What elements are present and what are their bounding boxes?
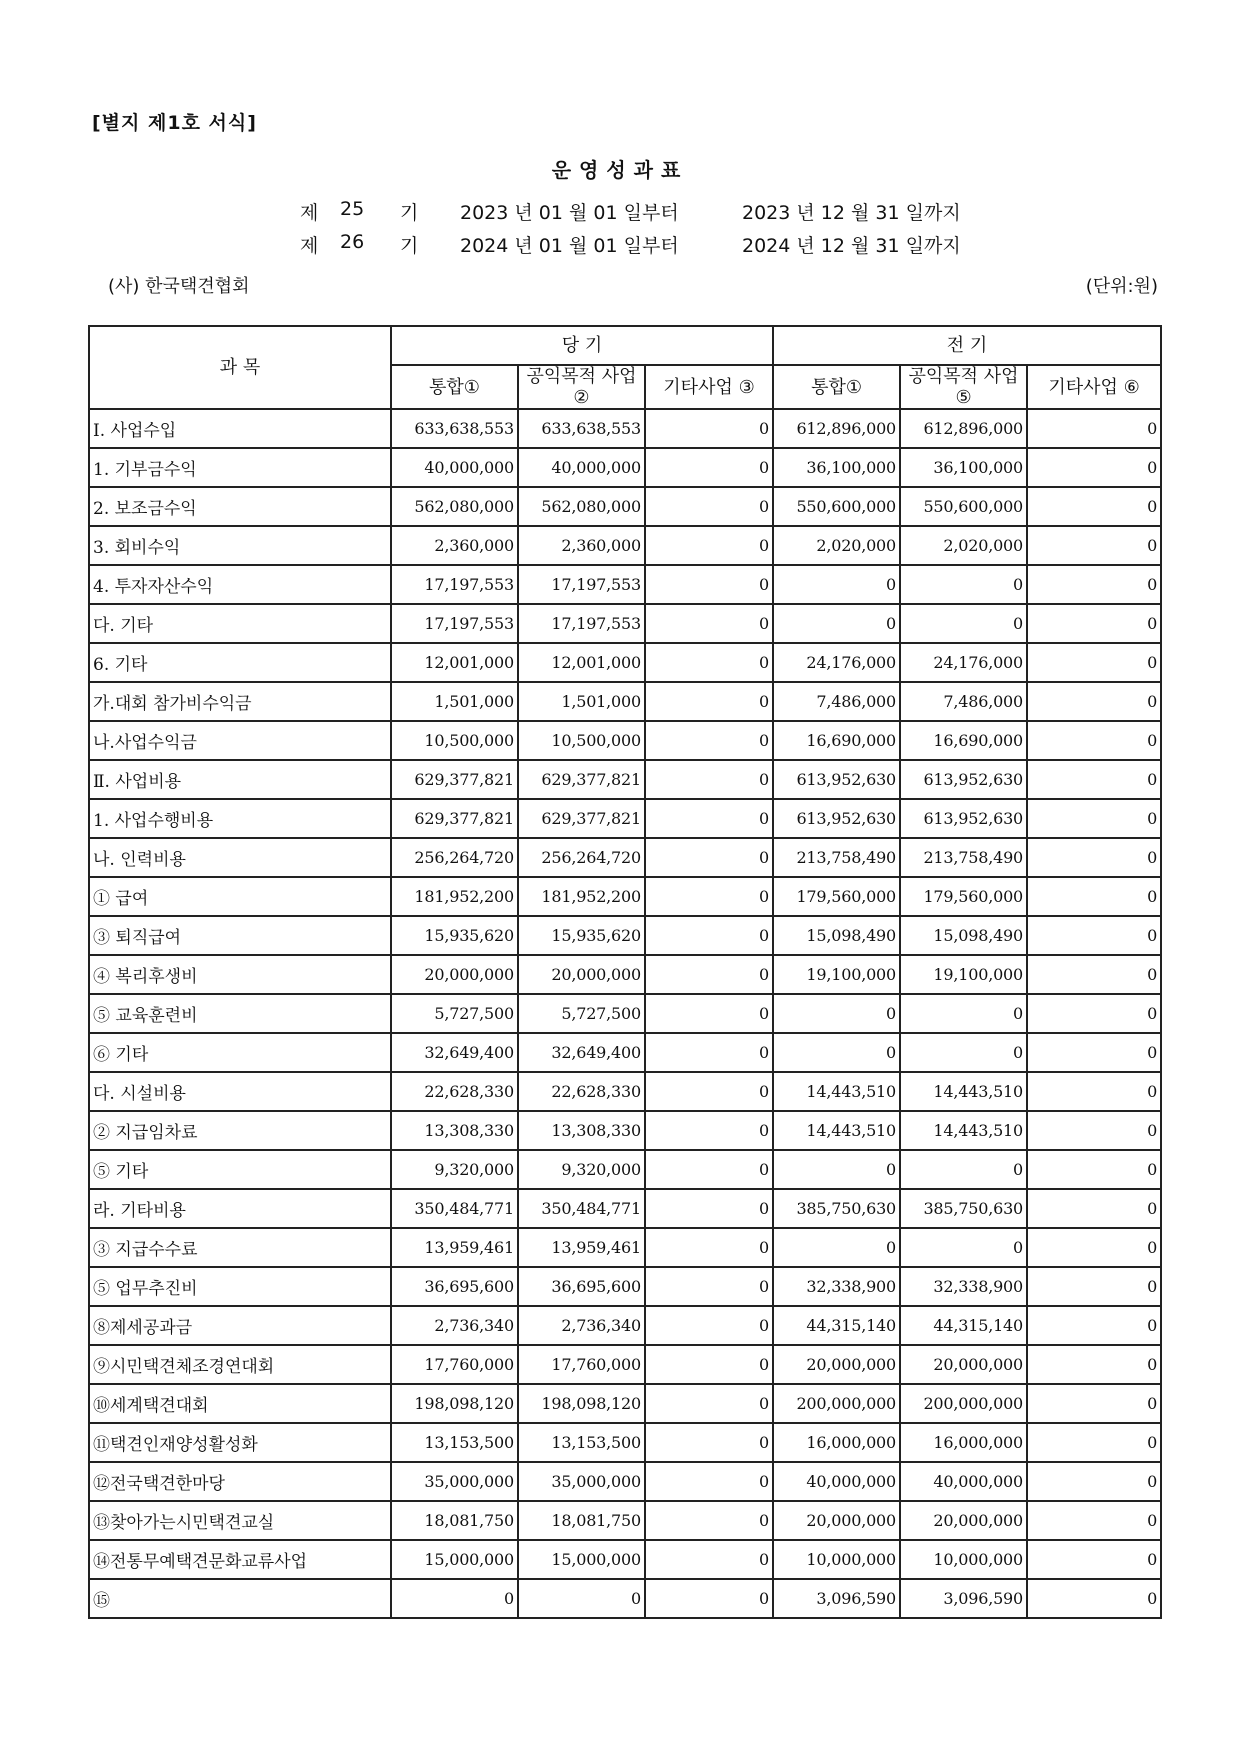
row-label: Ⅱ. 사업비용 <box>89 760 391 799</box>
amount-cell: 0 <box>1027 994 1161 1033</box>
column-header: 통합① <box>391 365 518 409</box>
amount-cell: 17,760,000 <box>391 1345 518 1384</box>
table-row <box>89 1150 1161 1189</box>
unit-label: (단위:원) <box>1085 276 1158 297</box>
amount-cell: 0 <box>900 1228 1027 1267</box>
amount-cell: 0 <box>645 1462 773 1501</box>
amount-cell: 0 <box>1027 526 1161 565</box>
amount-cell: 0 <box>773 994 900 1033</box>
row-label: ⑫전국택견한마당 <box>89 1462 391 1501</box>
row-label: ⑬찾아가는시민택견교실 <box>89 1501 391 1540</box>
row-label: 나. 인력비용 <box>89 838 391 877</box>
amount-cell: 17,760,000 <box>518 1345 645 1384</box>
amount-cell: 0 <box>645 877 773 916</box>
amount-cell: 17,197,553 <box>518 565 645 604</box>
amount-cell: 0 <box>645 1540 773 1579</box>
amount-cell: 2,360,000 <box>391 526 518 565</box>
row-label: 다. 시설비용 <box>89 1072 391 1111</box>
table-row <box>89 1384 1161 1423</box>
amount-cell: 2,020,000 <box>900 526 1027 565</box>
period-line <box>300 231 1002 258</box>
row-label: 2. 보조금수익 <box>89 487 391 526</box>
amount-cell: 44,315,140 <box>773 1306 900 1345</box>
amount-cell: 0 <box>773 565 900 604</box>
amount-cell: 198,098,120 <box>391 1384 518 1423</box>
amount-cell: 213,758,490 <box>773 838 900 877</box>
amount-cell: 12,001,000 <box>518 643 645 682</box>
table-row <box>89 1267 1161 1306</box>
row-label: ⑩세계택견대회 <box>89 1384 391 1423</box>
amount-cell: 0 <box>1027 682 1161 721</box>
amount-cell: 2,360,000 <box>518 526 645 565</box>
amount-cell: 17,197,553 <box>518 604 645 643</box>
amount-cell: 16,000,000 <box>900 1423 1027 1462</box>
table-row <box>89 1540 1161 1579</box>
amount-cell: 200,000,000 <box>773 1384 900 1423</box>
amount-cell: 0 <box>1027 448 1161 487</box>
amount-cell: 0 <box>1027 1189 1161 1228</box>
amount-cell: 562,080,000 <box>518 487 645 526</box>
amount-cell: 0 <box>645 565 773 604</box>
row-label: 나.사업수익금 <box>89 721 391 760</box>
row-label: 4. 투자자산수익 <box>89 565 391 604</box>
amount-cell: 0 <box>645 994 773 1033</box>
amount-cell: 213,758,490 <box>900 838 1027 877</box>
amount-cell: 20,000,000 <box>391 955 518 994</box>
amount-cell: 0 <box>1027 1384 1161 1423</box>
amount-cell: 633,638,553 <box>391 409 518 448</box>
column-header: 공익목적 사업② <box>518 365 645 409</box>
amount-cell: 0 <box>645 1345 773 1384</box>
row-label: 다. 기타 <box>89 604 391 643</box>
amount-cell: 13,308,330 <box>518 1111 645 1150</box>
previous-period-header: 전 기 <box>773 326 1161 365</box>
amount-cell: 2,736,340 <box>518 1306 645 1345</box>
row-label: 라. 기타비용 <box>89 1189 391 1228</box>
period-start: 2023 년 01 월 01 일부터 <box>460 202 679 224</box>
amount-cell: 0 <box>1027 799 1161 838</box>
table-row <box>89 1033 1161 1072</box>
period-prefix: 제 <box>300 202 319 224</box>
amount-cell: 200,000,000 <box>900 1384 1027 1423</box>
column-header: 통합① <box>773 365 900 409</box>
amount-cell: 44,315,140 <box>900 1306 1027 1345</box>
table-row <box>89 1306 1161 1345</box>
row-label: 6. 기타 <box>89 643 391 682</box>
amount-cell: 0 <box>900 604 1027 643</box>
amount-cell: 0 <box>645 1033 773 1072</box>
amount-cell: 13,959,461 <box>391 1228 518 1267</box>
amount-cell: 0 <box>1027 1267 1161 1306</box>
amount-cell: 2,736,340 <box>391 1306 518 1345</box>
table-row <box>89 760 1161 799</box>
table-row <box>89 799 1161 838</box>
amount-cell: 5,727,500 <box>391 994 518 1033</box>
amount-cell: 0 <box>1027 1228 1161 1267</box>
amount-cell: 198,098,120 <box>518 1384 645 1423</box>
amount-cell: 16,000,000 <box>773 1423 900 1462</box>
amount-cell: 22,628,330 <box>518 1072 645 1111</box>
table-row <box>89 1228 1161 1267</box>
amount-cell: 0 <box>900 1150 1027 1189</box>
amount-cell: 0 <box>1027 1423 1161 1462</box>
amount-cell: 0 <box>645 1384 773 1423</box>
amount-cell: 24,176,000 <box>900 643 1027 682</box>
current-period-header: 당 기 <box>391 326 773 365</box>
amount-cell: 15,098,490 <box>900 916 1027 955</box>
amount-cell: 633,638,553 <box>518 409 645 448</box>
amount-cell: 0 <box>1027 565 1161 604</box>
amount-cell: 385,750,630 <box>773 1189 900 1228</box>
amount-cell: 20,000,000 <box>900 1501 1027 1540</box>
operating-results-table <box>88 325 1162 1619</box>
period-number: 25 <box>340 198 365 220</box>
amount-cell: 613,952,630 <box>773 799 900 838</box>
amount-cell: 0 <box>1027 1462 1161 1501</box>
table-row <box>89 526 1161 565</box>
amount-cell: 0 <box>518 1579 645 1618</box>
amount-cell: 19,100,000 <box>773 955 900 994</box>
amount-cell: 20,000,000 <box>773 1501 900 1540</box>
amount-cell: 0 <box>773 1150 900 1189</box>
amount-cell: 0 <box>645 448 773 487</box>
amount-cell: 18,081,750 <box>391 1501 518 1540</box>
table-row <box>89 877 1161 916</box>
document-title: 운영성과표 <box>551 158 689 182</box>
amount-cell: 17,197,553 <box>391 604 518 643</box>
amount-cell: 0 <box>1027 1540 1161 1579</box>
amount-cell: 32,338,900 <box>773 1267 900 1306</box>
amount-cell: 0 <box>1027 409 1161 448</box>
amount-cell: 612,896,000 <box>773 409 900 448</box>
amount-cell: 40,000,000 <box>391 448 518 487</box>
amount-cell: 0 <box>391 1579 518 1618</box>
amount-cell: 0 <box>645 1267 773 1306</box>
amount-cell: 7,486,000 <box>900 682 1027 721</box>
period-line <box>300 198 1002 225</box>
amount-cell: 0 <box>1027 1150 1161 1189</box>
table-row <box>89 916 1161 955</box>
amount-cell: 0 <box>645 1501 773 1540</box>
row-label: ③ 지급수수료 <box>89 1228 391 1267</box>
amount-cell: 0 <box>1027 604 1161 643</box>
amount-cell: 612,896,000 <box>900 409 1027 448</box>
table-row <box>89 1501 1161 1540</box>
amount-cell: 0 <box>1027 838 1161 877</box>
row-label: 1. 기부금수익 <box>89 448 391 487</box>
amount-cell: 0 <box>645 721 773 760</box>
row-label: ③ 퇴직급여 <box>89 916 391 955</box>
amount-cell: 16,690,000 <box>773 721 900 760</box>
amount-cell: 0 <box>645 1150 773 1189</box>
table-row <box>89 682 1161 721</box>
period-prefix: 제 <box>300 235 319 257</box>
amount-cell: 14,443,510 <box>773 1072 900 1111</box>
column-header: 기타사업 ③ <box>645 365 773 409</box>
amount-cell: 13,153,500 <box>518 1423 645 1462</box>
amount-cell: 613,952,630 <box>773 760 900 799</box>
period-start: 2024 년 01 월 01 일부터 <box>460 235 679 257</box>
row-label: ④ 복리후생비 <box>89 955 391 994</box>
amount-cell: 562,080,000 <box>391 487 518 526</box>
amount-cell: 32,649,400 <box>391 1033 518 1072</box>
table-row <box>89 838 1161 877</box>
subject-header: 과 목 <box>89 326 391 409</box>
amount-cell: 18,081,750 <box>518 1501 645 1540</box>
amount-cell: 0 <box>645 1306 773 1345</box>
table-row <box>89 955 1161 994</box>
amount-cell: 10,000,000 <box>900 1540 1027 1579</box>
amount-cell: 0 <box>1027 1033 1161 1072</box>
amount-cell: 15,935,620 <box>391 916 518 955</box>
amount-cell: 40,000,000 <box>518 448 645 487</box>
amount-cell: 36,695,600 <box>518 1267 645 1306</box>
amount-cell: 350,484,771 <box>391 1189 518 1228</box>
amount-cell: 0 <box>1027 877 1161 916</box>
amount-cell: 0 <box>773 1033 900 1072</box>
amount-cell: 0 <box>645 838 773 877</box>
period-suffix: 기 <box>400 235 419 257</box>
amount-cell: 14,443,510 <box>773 1111 900 1150</box>
table-row <box>89 448 1161 487</box>
amount-cell: 256,264,720 <box>518 838 645 877</box>
amount-cell: 550,600,000 <box>773 487 900 526</box>
organization-name: (사) 한국택견협회 <box>108 276 250 297</box>
amount-cell: 40,000,000 <box>900 1462 1027 1501</box>
amount-cell: 350,484,771 <box>518 1189 645 1228</box>
amount-cell: 15,000,000 <box>391 1540 518 1579</box>
amount-cell: 0 <box>900 565 1027 604</box>
column-header: 기타사업 ⑥ <box>1027 365 1161 409</box>
row-label: ⑭전통무예택견문화교류사업 <box>89 1540 391 1579</box>
amount-cell: 5,727,500 <box>518 994 645 1033</box>
amount-cell: 629,377,821 <box>518 799 645 838</box>
amount-cell: 9,320,000 <box>391 1150 518 1189</box>
amount-cell: 0 <box>645 643 773 682</box>
amount-cell: 35,000,000 <box>391 1462 518 1501</box>
amount-cell: 0 <box>645 799 773 838</box>
row-label: ⑥ 기타 <box>89 1033 391 1072</box>
amount-cell: 0 <box>645 1072 773 1111</box>
amount-cell: 1,501,000 <box>518 682 645 721</box>
amount-cell: 0 <box>1027 487 1161 526</box>
amount-cell: 35,000,000 <box>518 1462 645 1501</box>
amount-cell: 385,750,630 <box>900 1189 1027 1228</box>
row-label: ⑪택견인재양성활성화 <box>89 1423 391 1462</box>
row-label: ⑤ 교육훈련비 <box>89 994 391 1033</box>
amount-cell: 0 <box>1027 1072 1161 1111</box>
amount-cell: 0 <box>645 1228 773 1267</box>
amount-cell: 0 <box>645 955 773 994</box>
amount-cell: 20,000,000 <box>900 1345 1027 1384</box>
row-label: 가.대회 참가비수익금 <box>89 682 391 721</box>
row-label: ⑮ <box>89 1579 391 1618</box>
amount-cell: 629,377,821 <box>518 760 645 799</box>
amount-cell: 15,000,000 <box>518 1540 645 1579</box>
amount-cell: 24,176,000 <box>773 643 900 682</box>
amount-cell: 22,628,330 <box>391 1072 518 1111</box>
amount-cell: 629,377,821 <box>391 760 518 799</box>
amount-cell: 0 <box>645 604 773 643</box>
amount-cell: 613,952,630 <box>900 799 1027 838</box>
amount-cell: 20,000,000 <box>773 1345 900 1384</box>
column-header: 공익목적 사업⑤ <box>900 365 1027 409</box>
amount-cell: 0 <box>1027 955 1161 994</box>
row-label: ① 급여 <box>89 877 391 916</box>
amount-cell: 0 <box>1027 1306 1161 1345</box>
amount-cell: 550,600,000 <box>900 487 1027 526</box>
amount-cell: 7,486,000 <box>773 682 900 721</box>
period-number: 26 <box>340 231 365 253</box>
amount-cell: 629,377,821 <box>391 799 518 838</box>
amount-cell: 179,560,000 <box>900 877 1027 916</box>
amount-cell: 13,308,330 <box>391 1111 518 1150</box>
row-label: ⑤ 업무추진비 <box>89 1267 391 1306</box>
table-row <box>89 604 1161 643</box>
period-end: 2024 년 12 월 31 일까지 <box>742 235 961 257</box>
amount-cell: 181,952,200 <box>518 877 645 916</box>
amount-cell: 0 <box>773 604 900 643</box>
amount-cell: 0 <box>1027 1111 1161 1150</box>
amount-cell: 0 <box>1027 721 1161 760</box>
amount-cell: 12,001,000 <box>391 643 518 682</box>
amount-cell: 0 <box>645 916 773 955</box>
table-row <box>89 1072 1161 1111</box>
period-end: 2023 년 12 월 31 일까지 <box>742 202 961 224</box>
amount-cell: 0 <box>645 409 773 448</box>
table-row <box>89 994 1161 1033</box>
amount-cell: 10,500,000 <box>391 721 518 760</box>
table-row <box>89 721 1161 760</box>
amount-cell: 613,952,630 <box>900 760 1027 799</box>
form-label: [별지 제1호 서식] <box>92 112 257 134</box>
amount-cell: 0 <box>1027 760 1161 799</box>
row-label: ⑨시민택견체조경연대회 <box>89 1345 391 1384</box>
table-row <box>89 1579 1161 1618</box>
amount-cell: 0 <box>1027 1579 1161 1618</box>
amount-cell: 40,000,000 <box>773 1462 900 1501</box>
amount-cell: 0 <box>645 760 773 799</box>
amount-cell: 3,096,590 <box>900 1579 1027 1618</box>
amount-cell: 0 <box>645 1189 773 1228</box>
amount-cell: 0 <box>1027 916 1161 955</box>
table-row <box>89 1462 1161 1501</box>
amount-cell: 10,500,000 <box>518 721 645 760</box>
amount-cell: 0 <box>645 1423 773 1462</box>
amount-cell: 36,695,600 <box>391 1267 518 1306</box>
amount-cell: 179,560,000 <box>773 877 900 916</box>
amount-cell: 13,959,461 <box>518 1228 645 1267</box>
row-label: 1. 사업수행비용 <box>89 799 391 838</box>
amount-cell: 0 <box>645 1111 773 1150</box>
amount-cell: 13,153,500 <box>391 1423 518 1462</box>
table-row <box>89 487 1161 526</box>
table-row <box>89 1189 1161 1228</box>
amount-cell: 3,096,590 <box>773 1579 900 1618</box>
amount-cell: 0 <box>1027 1345 1161 1384</box>
amount-cell: 0 <box>900 994 1027 1033</box>
table-row <box>89 1345 1161 1384</box>
amount-cell: 9,320,000 <box>518 1150 645 1189</box>
amount-cell: 10,000,000 <box>773 1540 900 1579</box>
amount-cell: 19,100,000 <box>900 955 1027 994</box>
row-label: ⑧제세공과금 <box>89 1306 391 1345</box>
table-row <box>89 643 1161 682</box>
amount-cell: 17,197,553 <box>391 565 518 604</box>
table-row <box>89 565 1161 604</box>
amount-cell: 14,443,510 <box>900 1072 1027 1111</box>
table-row <box>89 1423 1161 1462</box>
amount-cell: 0 <box>1027 1501 1161 1540</box>
amount-cell: 256,264,720 <box>391 838 518 877</box>
amount-cell: 20,000,000 <box>518 955 645 994</box>
amount-cell: 0 <box>645 526 773 565</box>
amount-cell: 2,020,000 <box>773 526 900 565</box>
amount-cell: 0 <box>645 1579 773 1618</box>
row-label: ⑤ 기타 <box>89 1150 391 1189</box>
amount-cell: 36,100,000 <box>773 448 900 487</box>
amount-cell: 15,935,620 <box>518 916 645 955</box>
amount-cell: 0 <box>1027 643 1161 682</box>
amount-cell: 14,443,510 <box>900 1111 1027 1150</box>
amount-cell: 0 <box>773 1228 900 1267</box>
amount-cell: 32,649,400 <box>518 1033 645 1072</box>
table-row <box>89 1111 1161 1150</box>
row-label: 3. 회비수익 <box>89 526 391 565</box>
row-label: Ⅰ. 사업수입 <box>89 409 391 448</box>
amount-cell: 32,338,900 <box>900 1267 1027 1306</box>
amount-cell: 1,501,000 <box>391 682 518 721</box>
period-suffix: 기 <box>400 202 419 224</box>
amount-cell: 0 <box>645 682 773 721</box>
amount-cell: 0 <box>900 1033 1027 1072</box>
amount-cell: 0 <box>645 487 773 526</box>
row-label: ② 지급임차료 <box>89 1111 391 1150</box>
amount-cell: 15,098,490 <box>773 916 900 955</box>
amount-cell: 16,690,000 <box>900 721 1027 760</box>
amount-cell: 36,100,000 <box>900 448 1027 487</box>
amount-cell: 181,952,200 <box>391 877 518 916</box>
table-row <box>89 409 1161 448</box>
